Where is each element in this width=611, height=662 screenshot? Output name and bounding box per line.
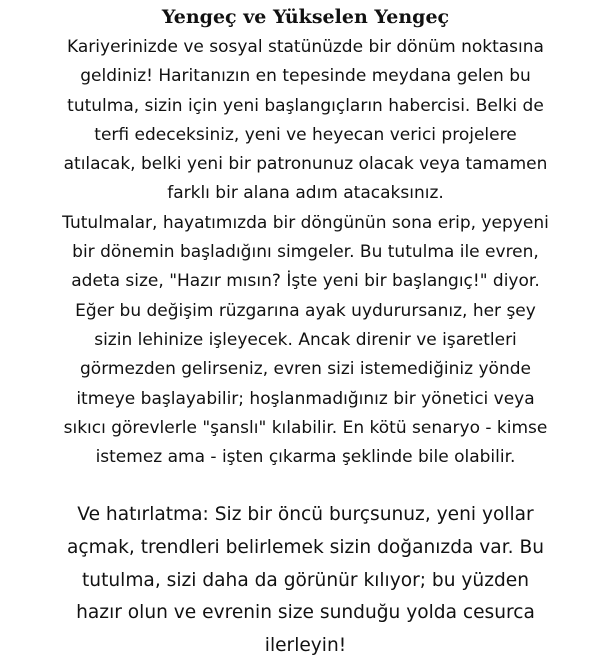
paragraph-line: terfi edeceksiniz, yeni ve heyecan verici projelere <box>94 124 517 145</box>
paragraph-line: bir dönemin başladığını simgeler. Bu tutulma ile evren, <box>72 242 539 263</box>
paragraph-line: adeta size, "Hazır mısın? İşte yeni bir başlangıç!" diyor. <box>71 271 540 292</box>
paragraph-line: itmeye başlayabilir; hoşlanmadığınız bir yönetici veya <box>76 388 535 409</box>
paragraph-reminder <box>8 499 603 662</box>
paragraph-eclipse-meaning <box>8 209 603 473</box>
paragraph-line: hazır olun ve evrenin size sunduğu yolda cesurca <box>76 602 535 624</box>
paragraph-line: Tutulmalar, hayatımızda bir döngünün sona erip, yepyeni <box>62 212 549 233</box>
article-title: Yengeç ve Yükselen Yengeç <box>161 6 450 28</box>
paragraph-line: Kariyerinizde ve sosyal statünüzde bir dönüm noktasına <box>67 37 544 57</box>
paragraph-career-turning-point <box>8 33 603 209</box>
paragraph-line: istemez ama - işten çıkarma şeklinde bile olabilir. <box>95 447 516 468</box>
paragraph-line: geldiniz! Haritanızın en tepesinde meydana gelen bu <box>80 66 531 87</box>
paragraph-line: tutulma, sizin için yeni başlangıçların habercisi. Belki de <box>67 95 544 116</box>
paragraph-line: atılacak, belki yeni bir patronunuz olacak veya tamamen <box>63 154 548 175</box>
paragraph-line: görmezden gelirseniz, evren sizi istemediğiniz yönde <box>80 359 531 380</box>
paragraph-line: sıkıcı görevlerle "şanslı" kılabilir. En kötü senaryo - kimse <box>63 417 548 438</box>
paragraph-line: Eğer bu değişim rüzgarına ayak uydurursanız, her şey <box>75 300 536 321</box>
paragraph-line: açmak, trendleri belirlemek sizin doğanızda var. Bu <box>66 537 544 559</box>
paragraph-line: tutulma, sizi daha da görünür kılıyor; bu yüzden <box>82 569 529 591</box>
paragraph-line: farklı bir alana adım atacaksınız. <box>167 183 444 204</box>
paragraph-line: sizin lehinize işleyecek. Ancak direnir ve işaretleri <box>94 329 517 350</box>
paragraph-line: Ve hatırlatma: Siz bir öncü burçsunuz, yeni yollar <box>77 504 534 526</box>
paragraph-line: ilerleyin! <box>264 634 347 656</box>
